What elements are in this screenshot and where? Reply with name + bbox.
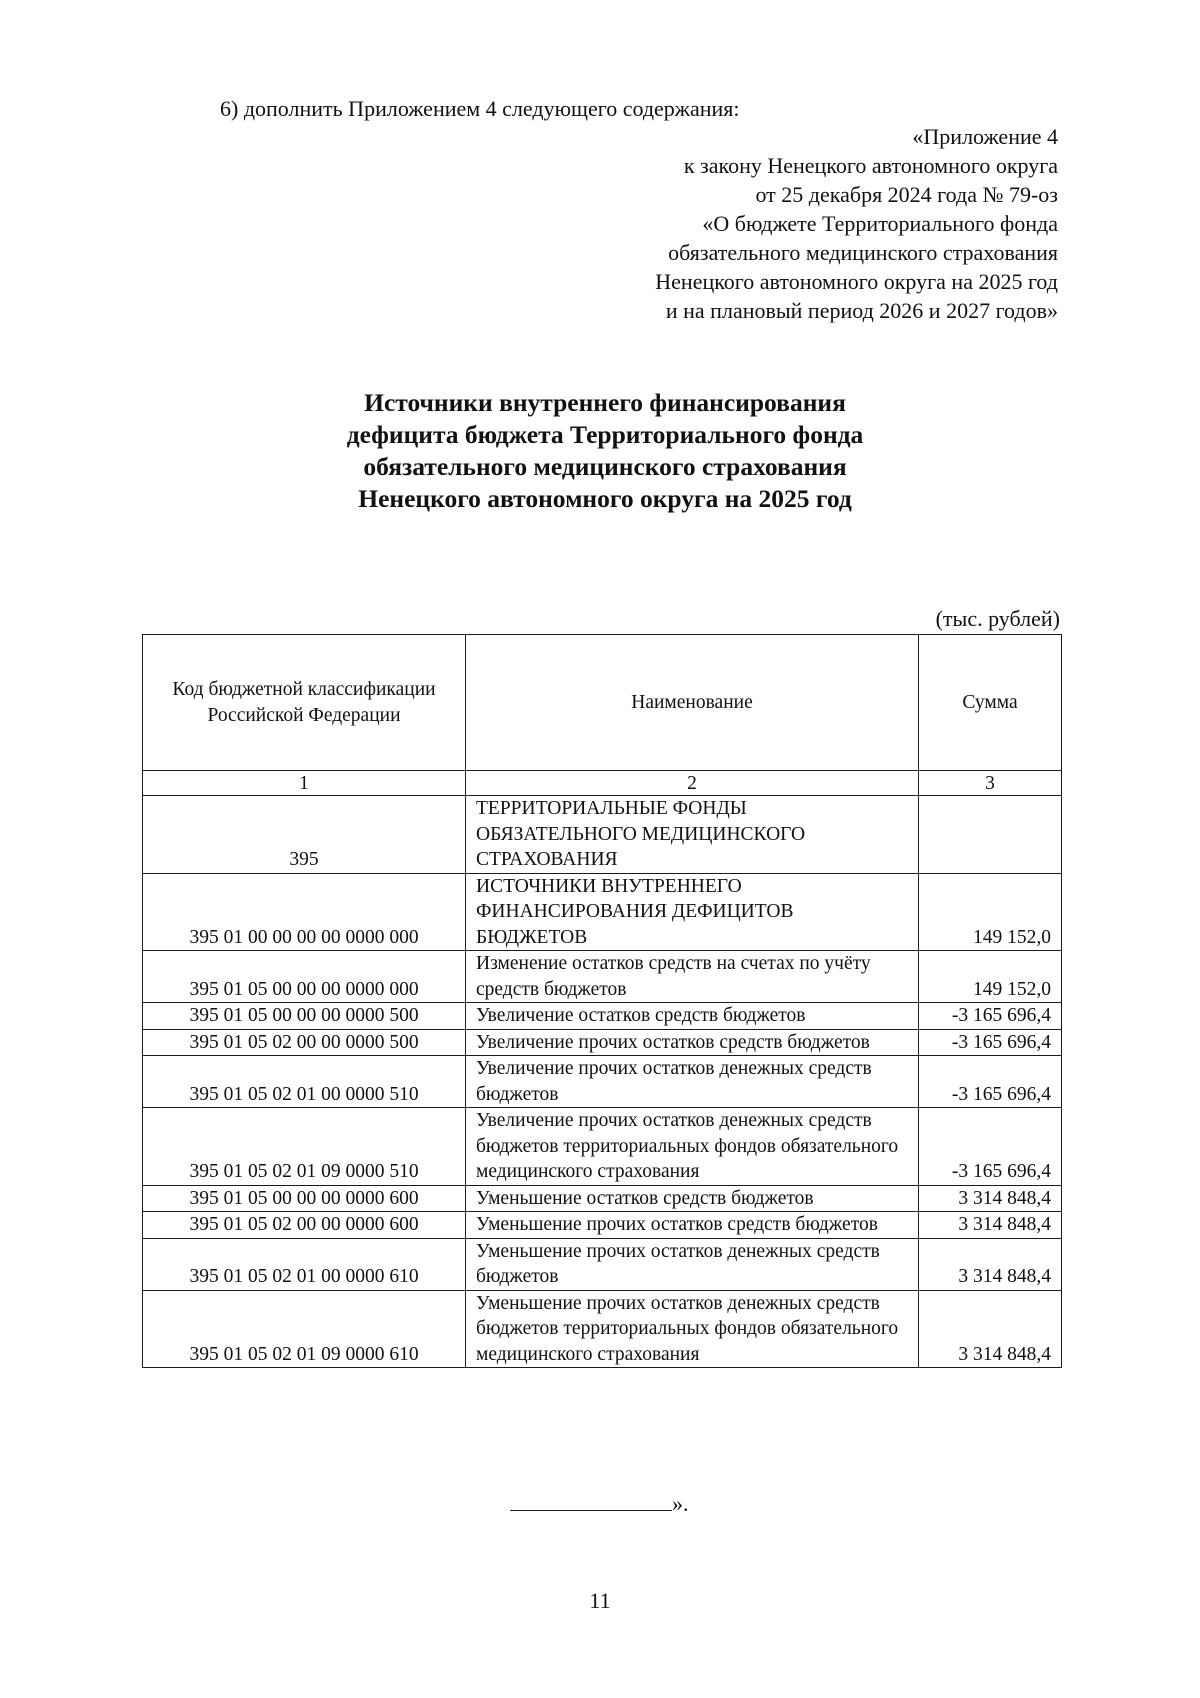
closing-quote: ». — [672, 1491, 689, 1516]
table-row — [143, 1185, 1062, 1212]
title-line: Источники внутреннего финансирования — [364, 388, 846, 417]
table-row — [143, 1290, 1062, 1368]
column-number-row — [143, 771, 1062, 796]
appendix-line: «Приложение 4 — [912, 124, 1058, 149]
table-header-row — [143, 635, 1062, 771]
table-row — [143, 1238, 1062, 1290]
row-name: ИСТОЧНИКИ ВНУТРЕННЕГО ФИНАНСИРОВАНИЯ ДЕФИЦИТОВ БЮДЖЕТОВ — [466, 873, 919, 951]
financing-table — [142, 634, 1062, 1368]
row-sum: -3 165 696,4 — [919, 1003, 1062, 1030]
row-name: Уменьшение прочих остатков денежных средств бюджетов — [466, 1238, 919, 1290]
title-line: обязательного медицинского страхования — [363, 452, 847, 481]
row-sum: 3 314 848,4 — [919, 1290, 1062, 1368]
row-sum: 3 314 848,4 — [919, 1185, 1062, 1212]
row-code: 395 01 05 02 01 09 0000 510 — [143, 1108, 466, 1186]
appendix-line: и на плановый период 2026 и 2027 годов» — [665, 298, 1058, 323]
row-code: 395 01 05 00 00 00 0000 500 — [143, 1003, 466, 1030]
header-sum: Сумма — [919, 635, 1062, 771]
closing-mark — [510, 1488, 689, 1518]
table-row — [143, 1108, 1062, 1186]
appendix-line: от 25 декабря 2024 года № 79-оз — [755, 182, 1058, 207]
row-sum: -3 165 696,4 — [919, 1029, 1062, 1056]
closing-underline — [510, 1488, 672, 1511]
row-code: 395 01 05 00 00 00 0000 600 — [143, 1185, 466, 1212]
table-row — [143, 796, 1062, 874]
row-name: Уменьшение остатков средств бюджетов — [466, 1185, 919, 1212]
row-sum: 3 314 848,4 — [919, 1238, 1062, 1290]
table-row — [143, 951, 1062, 1003]
column-number: 1 — [143, 771, 466, 796]
appendix-line: «О бюджете Территориального фонда — [702, 211, 1058, 236]
row-code: 395 01 05 02 01 09 0000 610 — [143, 1290, 466, 1368]
row-code: 395 01 00 00 00 00 0000 000 — [143, 873, 466, 951]
table-row — [143, 873, 1062, 951]
column-number: 3 — [919, 771, 1062, 796]
appendix-line: Ненецкого автономного округа на 2025 год — [655, 269, 1058, 294]
row-name: ТЕРРИТОРИАЛЬНЫЕ ФОНДЫ ОБЯЗАТЕЛЬНОГО МЕДИЦИНСКОГО СТРАХОВАНИЯ — [466, 796, 919, 874]
row-sum: 3 314 848,4 — [919, 1212, 1062, 1239]
title-line: Ненецкого автономного округа на 2025 год — [358, 484, 852, 513]
row-name: Уменьшение прочих остатков средств бюджетов — [466, 1212, 919, 1239]
table-row — [143, 1029, 1062, 1056]
row-name: Изменение остатков средств на счетах по учёту средств бюджетов — [466, 951, 919, 1003]
table-row — [143, 1056, 1062, 1108]
intro-text: 6) дополнить Приложением 4 следующего содержания: — [220, 96, 740, 121]
appendix-header — [538, 122, 1058, 325]
row-sum: -3 165 696,4 — [919, 1108, 1062, 1186]
appendix-line: к закону Ненецкого автономного округа — [683, 153, 1058, 178]
row-name: Уменьшение прочих остатков денежных средств бюджетов территориальных фондов обязательного медицинского страхования — [466, 1290, 919, 1368]
column-number: 2 — [466, 771, 919, 796]
row-code: 395 01 05 02 01 00 0000 610 — [143, 1238, 466, 1290]
units-label: (тыс. рублей) — [935, 606, 1060, 631]
row-name: Увеличение остатков средств бюджетов — [466, 1003, 919, 1030]
row-code: 395 01 05 02 00 00 0000 600 — [143, 1212, 466, 1239]
page-number: 11 — [589, 1588, 611, 1613]
row-sum: 149 152,0 — [919, 951, 1062, 1003]
table-row — [143, 1212, 1062, 1239]
document-title — [220, 387, 990, 515]
row-sum — [919, 796, 1062, 874]
title-line: дефицита бюджета Территориального фонда — [346, 420, 864, 449]
row-name: Увеличение прочих остатков денежных средств бюджетов — [466, 1056, 919, 1108]
header-name: Наименование — [466, 635, 919, 771]
header-code: Код бюджетной классификации Российской Федерации — [143, 635, 466, 771]
row-name: Увеличение прочих остатков средств бюджетов — [466, 1029, 919, 1056]
row-code: 395 01 05 02 01 00 0000 510 — [143, 1056, 466, 1108]
row-sum: 149 152,0 — [919, 873, 1062, 951]
appendix-line: обязательного медицинского страхования — [668, 240, 1058, 265]
table-row — [143, 1003, 1062, 1030]
row-code: 395 — [143, 796, 466, 874]
row-code: 395 01 05 00 00 00 0000 000 — [143, 951, 466, 1003]
row-name: Увеличение прочих остатков денежных средств бюджетов территориальных фондов обязательного медицинского страхования — [466, 1108, 919, 1186]
row-sum: -3 165 696,4 — [919, 1056, 1062, 1108]
row-code: 395 01 05 02 00 00 0000 500 — [143, 1029, 466, 1056]
